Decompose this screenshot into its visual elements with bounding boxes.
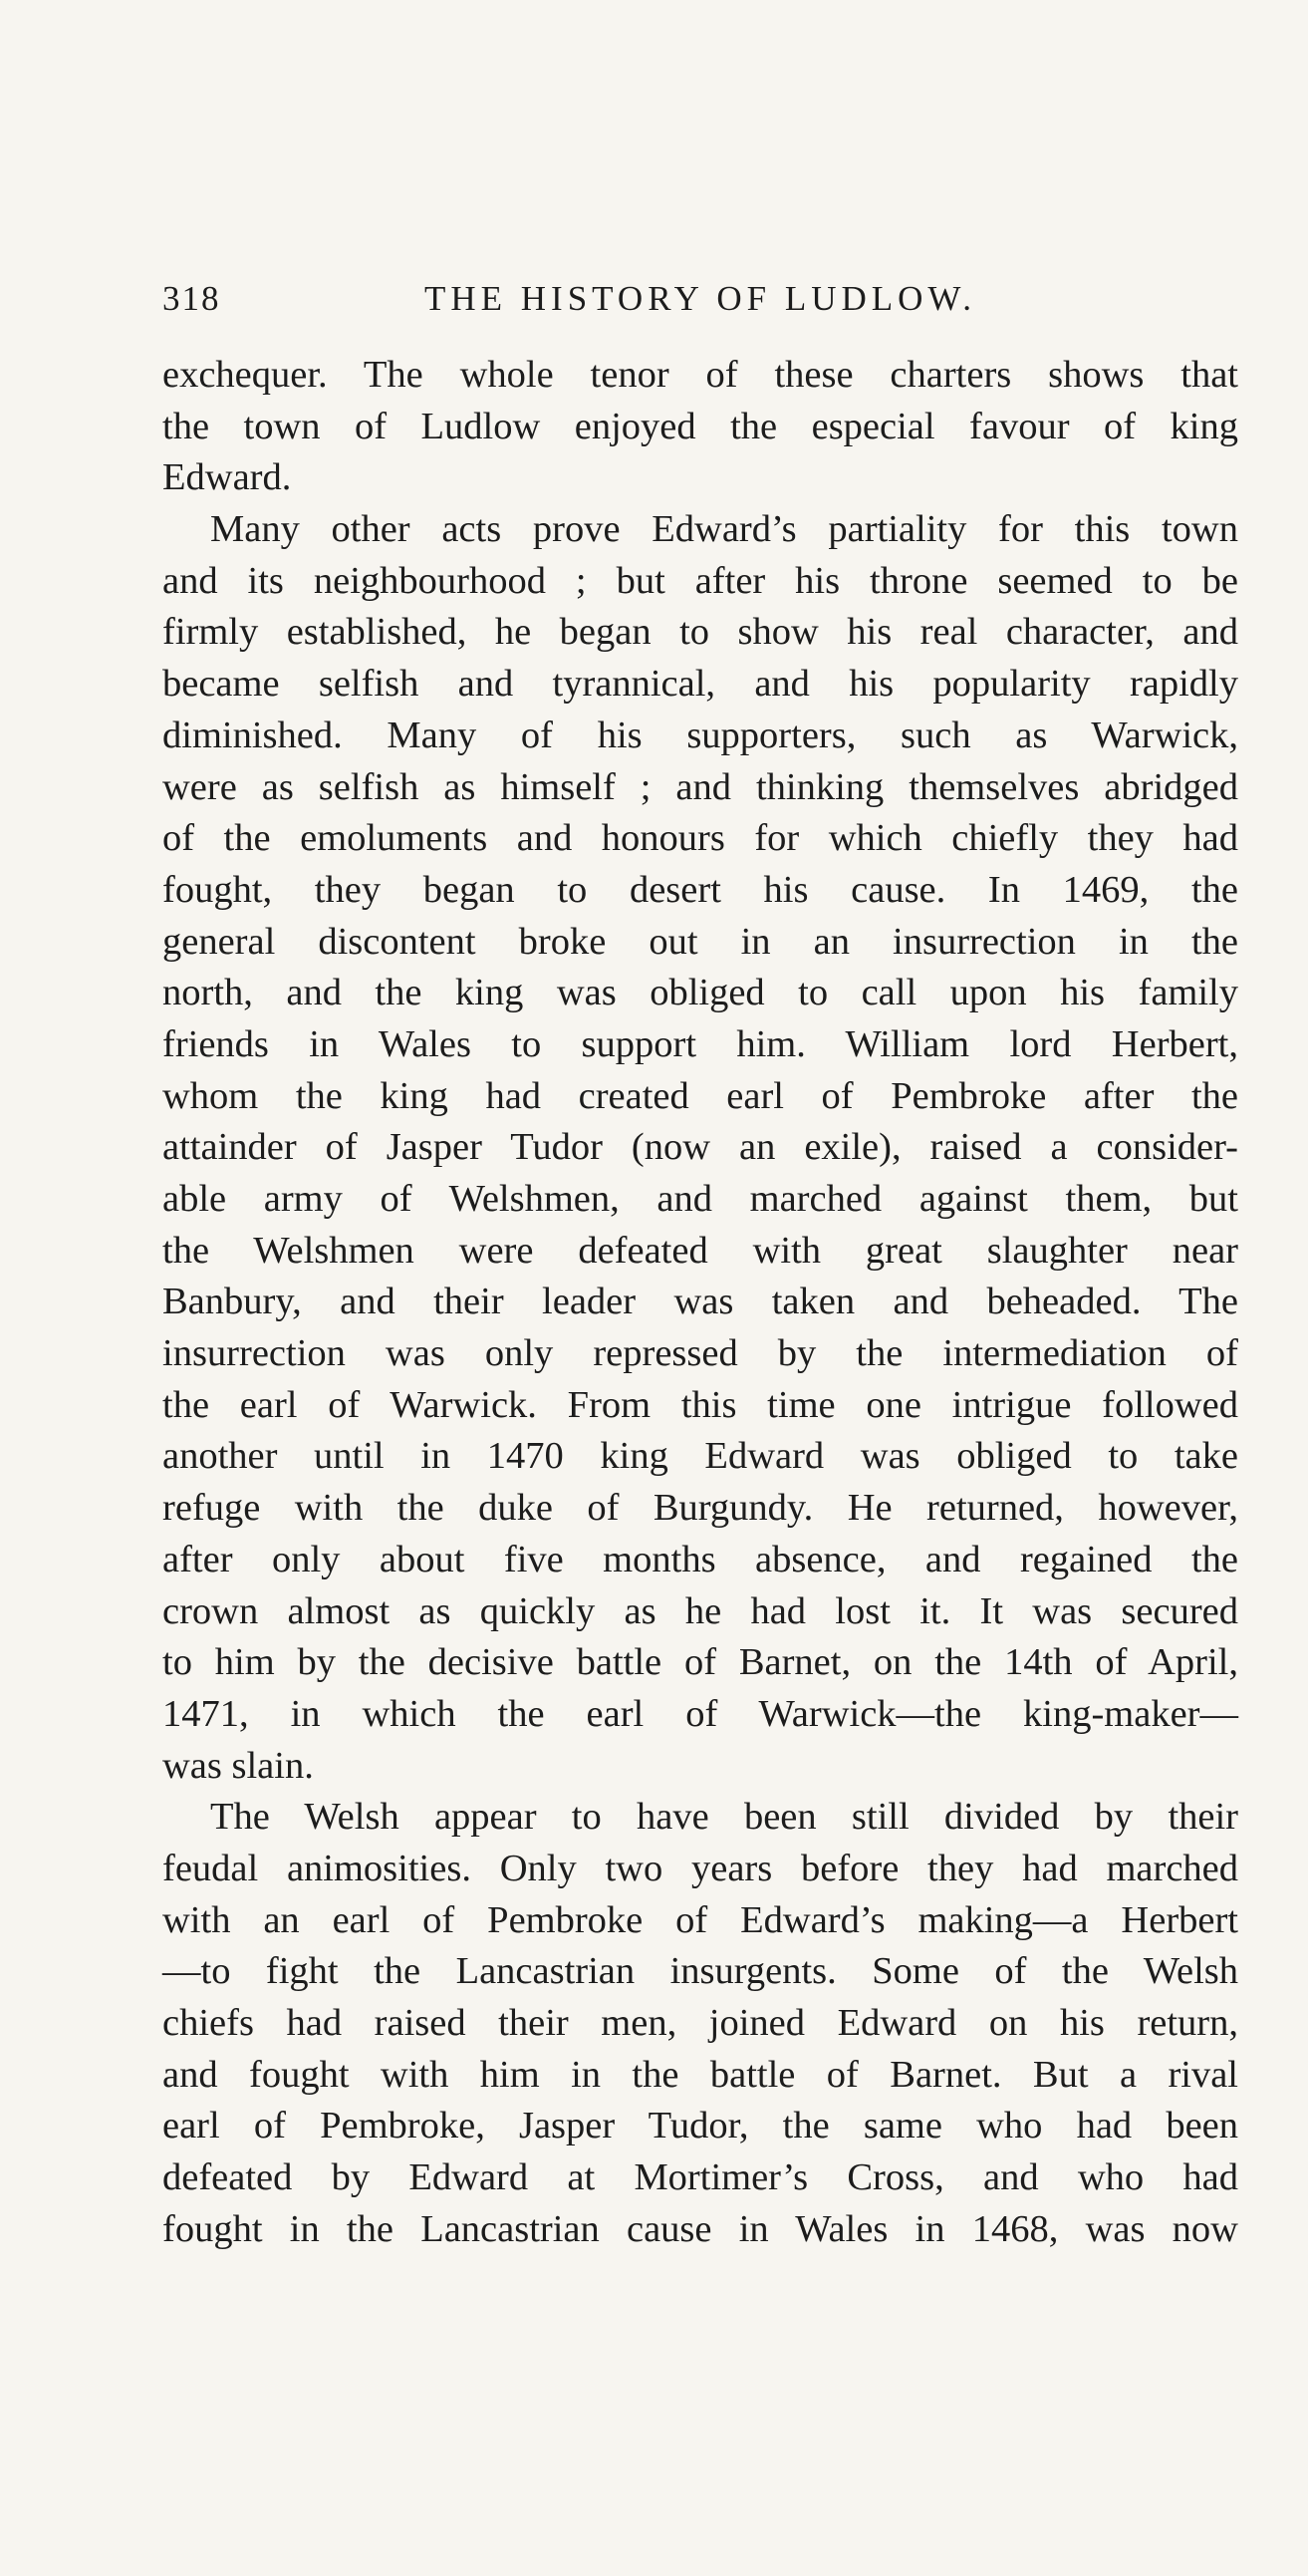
paragraph	[162, 1792, 1238, 2255]
paragraph	[162, 350, 1238, 504]
text-line: diminished. Many of his supporters, such as Warwick,	[162, 714, 1238, 756]
text-line: the town of Ludlow enjoyed the especial favour of king	[162, 405, 1238, 447]
text-line: of the emoluments and honours for which chiefly they had	[162, 817, 1238, 860]
text-line: became selfish and tyrannical, and his popularity rapidly	[162, 663, 1238, 706]
text-line: —to fight the Lancastrian insurgents. Some of the Welsh	[162, 1950, 1238, 1993]
text-line: the earl of Warwick. From this time one intrigue followed	[162, 1383, 1238, 1426]
text-line: and its neighbourhood ; but after his throne seemed to be	[162, 559, 1238, 602]
text-line: firmly established, he began to show his real character, and	[162, 611, 1238, 654]
text-line: was slain.	[162, 1744, 314, 1787]
text-line: fought in the Lancastrian cause in Wales in 1468, was now	[162, 2207, 1238, 2250]
text-line: whom the king had created earl of Pembroke after the	[162, 1074, 1238, 1117]
text-line: exchequer. The whole tenor of these charters shows that	[162, 354, 1238, 396]
text-line: Many other acts prove Edward’s partiality for this town	[210, 508, 1238, 551]
body-text	[162, 350, 1238, 2255]
text-line: fought, they began to desert his cause. In 1469, the	[162, 868, 1238, 911]
text-line: 1471, in which the earl of Warwick—the king-maker—	[162, 1692, 1238, 1735]
text-line: chiefs had raised their men, joined Edward on his return,	[162, 2002, 1238, 2044]
text-line: after only about five months absence, and regained the	[162, 1538, 1238, 1580]
text-line: earl of Pembroke, Jasper Tudor, the same who had been	[162, 2105, 1238, 2147]
text-line: Edward.	[162, 456, 292, 499]
text-line: another until in 1470 king Edward was obliged to take	[162, 1435, 1238, 1478]
text-line: defeated by Edward at Mortimer’s Cross, and who had	[162, 2156, 1238, 2199]
text-line: crown almost as quickly as he had lost it. It was secured	[162, 1589, 1238, 1632]
page-number: 318	[162, 279, 221, 318]
text-line: The Welsh appear to have been still divided by their	[210, 1796, 1238, 1839]
running-title: THE HISTORY OF LUDLOW.	[424, 279, 976, 318]
text-line: attainder of Jasper Tudor (now an exile), raised a consider-	[162, 1126, 1238, 1169]
text-line: north, and the king was obliged to call upon his family	[162, 972, 1238, 1014]
text-line: able army of Welshmen, and marched against them, but	[162, 1178, 1238, 1220]
text-line: insurrection was only repressed by the intermediation of	[162, 1332, 1238, 1375]
text-line: general discontent broke out in an insurrection in the	[162, 920, 1238, 963]
text-line: Banbury, and their leader was taken and beheaded. The	[162, 1281, 1238, 1323]
text-line: feudal animosities. Only two years before they had marched	[162, 1847, 1238, 1889]
text-line: were as selfish as himself ; and thinking themselves abridged	[162, 765, 1238, 808]
text-line: refuge with the duke of Burgundy. He returned, however,	[162, 1487, 1238, 1530]
text-line: the Welshmen were defeated with great slaughter near	[162, 1229, 1238, 1272]
paragraph	[162, 504, 1238, 1792]
text-line: and fought with him in the battle of Barnet. But a rival	[162, 2053, 1238, 2096]
text-line: to him by the decisive battle of Barnet, on the 14th of April,	[162, 1641, 1238, 1684]
text-line: friends in Wales to support him. William lord Herbert,	[162, 1022, 1238, 1065]
text-line: with an earl of Pembroke of Edward’s making—a Herbert	[162, 1898, 1238, 1941]
running-head	[162, 279, 1238, 329]
